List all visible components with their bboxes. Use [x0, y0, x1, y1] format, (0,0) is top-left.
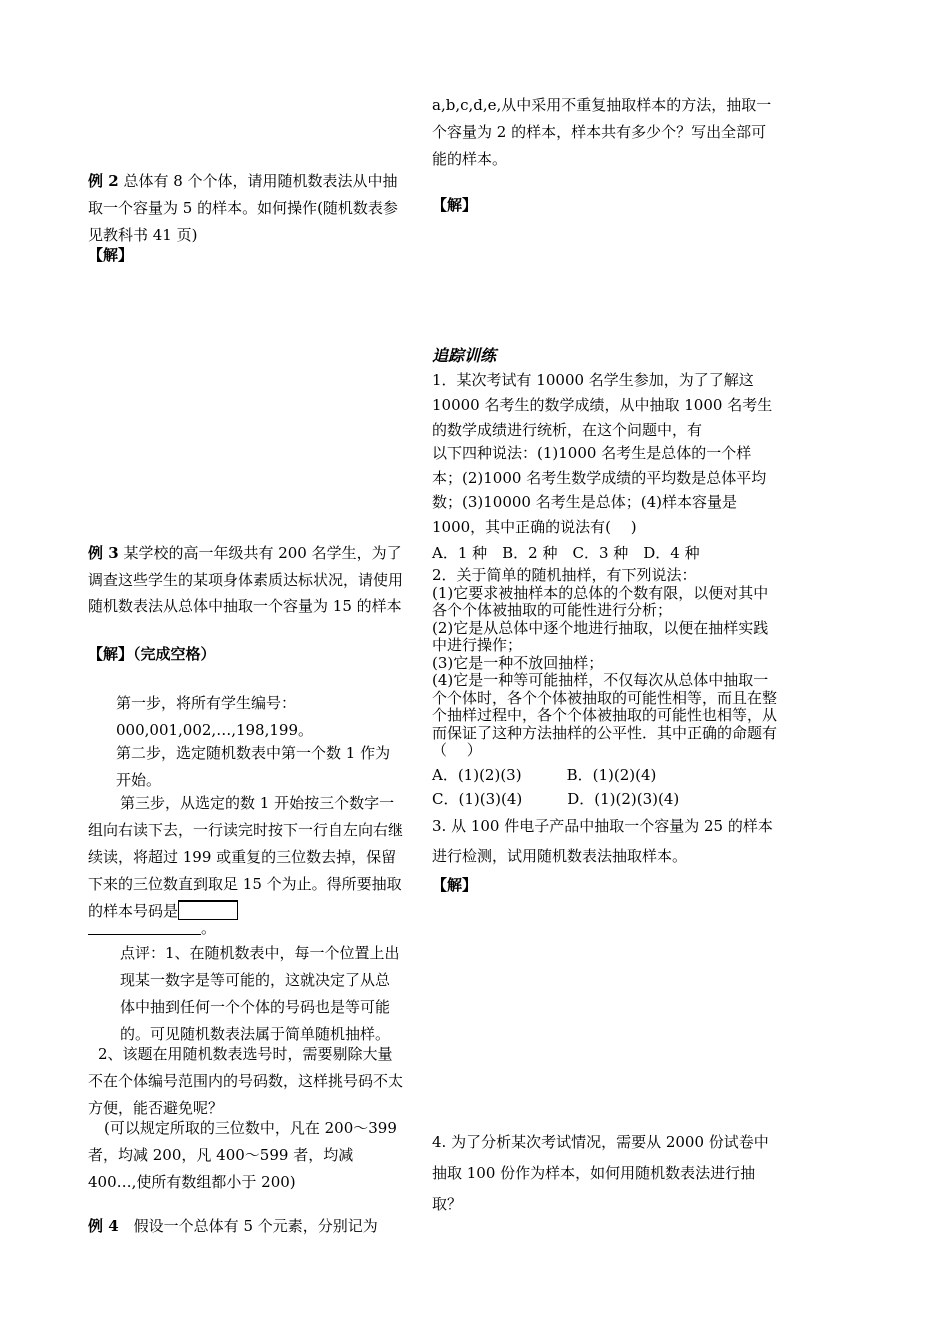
step-2: 第二步，选定随机数表中第一个数 1 作为开始。: [116, 744, 391, 789]
example-2: [88, 168, 404, 249]
example-4-answer: 【解】: [432, 196, 478, 214]
comment-2: 2、该题在用随机数表选号时，需要剔除大量不在个体编号范围内的号码数，这样挑号码不太方便，能否避免呢？: [88, 1045, 404, 1117]
example-3-text: 某学校的高一年级共有 200 名学生，为了调查这些学生的某项身体素质达标状况，请使用随机数表法从总体中抽取一个容量为 15 的样本: [88, 544, 404, 615]
question-2-statement-3: (3)它是一种不放回抽样；: [432, 653, 604, 672]
example-4-continued: a,b,c,d,e,从中采用不重复抽取样本的方法，抽取一个容量为 2 的样本，样本共有多少个？写出全部可能的样本。: [432, 96, 772, 168]
question-4: 4. 为了分析某次考试情况，需要从 2000 份试卷中抽取 100 份作为样本，如何用随机数表法进行抽取？: [432, 1133, 769, 1213]
example-3-answer: 【解】（完成空格）: [88, 645, 216, 663]
comment-3: (可以规定所取的三位数中，凡在 200～399 者，均减 200，凡 400～599 者，均减 400…,使所有数组都小于 200): [88, 1119, 397, 1191]
example-2-answer: 【解】: [88, 246, 134, 264]
question-2-stem: 2．关于简单的随机抽样，有下列说法：: [432, 566, 697, 584]
question-2-options-a-b: A．(1)(2)(3) B．(1)(2)(4): [432, 766, 657, 784]
question-1-statements: 以下四种说法：(1)1000 名考生是总体的一个样本；(2)1000 名考生数学成绩的平均数是总体平均数；(3)10000 名考生是总体；(4)样本容量是 1000，其中正确的说法有( ): [432, 444, 767, 536]
step-3-text: 第三步，从选定的数 1 开始按三个数字一组向右读下去，一行读完时按下一行自左向右继续读，将超过 199 或重复的三位数去掉，保留下来的三位数直到取足 15 个为止。得所要抽取的样本号码是: [88, 794, 404, 920]
question-2-statement-2: (2)它是从总体中逐个地进行抽取，以便在抽样实践中进行操作；: [432, 618, 769, 654]
comment-1: 点评：1、在随机数表中，每一个位置上出现某一数字是等可能的，这就决定了从总体中抽到任何一个个体的号码也是等可能的。可见随机数表法属于简单随机抽样。: [120, 944, 400, 1043]
question-2-statement-1: (1)它要求被抽样本的总体的个数有限，以便对其中各个个体被抽取的可能性进行分析；: [432, 583, 769, 619]
step-1: 第一步，将所有学生编号：000,001,002,…,198,199。: [116, 694, 313, 739]
section-title: 追踪训练: [432, 346, 497, 365]
example-4: [88, 1213, 404, 1240]
question-2: [432, 567, 777, 760]
step-3-end: [88, 915, 404, 942]
example-3-label: 例 3: [88, 544, 119, 562]
example-4-text: 假设一个总体有 5 个元素，分别记为: [118, 1217, 378, 1235]
question-3-answer: 【解】: [432, 876, 478, 894]
step-3-period: 。: [201, 919, 217, 937]
question-3: 3. 从 100 件电子产品中抽取一个容量为 25 的样本进行检测，试用随机数表法抽取样本。: [432, 817, 773, 865]
question-2-statement-4: (4)它是一种等可能抽样，不仅每次从总体中抽取一个个体时，各个个体被抽取的可能性相等，而且在整个抽样过程中，各个个体被抽取的可能性也相等，从而保证了这种方法抽样的公平性．其中正确的命题有（ ）: [432, 671, 778, 759]
step-3: [88, 790, 404, 925]
question-1: 1．某次考试有 10000 名学生参加，为了了解这 10000 名考生的数学成绩，从中抽取 1000 名考生的数学成绩进行统析，在这个问题中，有: [432, 371, 773, 439]
answer-underline: [88, 919, 201, 935]
question-1-options: A．1 种 B．2 种 C．3 种 D．4 种: [432, 544, 700, 562]
example-2-text: 总体有 8 个个体，请用随机数表法从中抽取一个容量为 5 的样本。如何操作(随机数表参见教科书 41 页): [88, 172, 398, 244]
example-3: [88, 540, 404, 620]
example-2-label: 例 2: [88, 172, 119, 190]
question-2-options-c-d: C．(1)(3)(4) D．(1)(2)(3)(4): [432, 790, 680, 808]
example-4-label: 例 4: [88, 1217, 119, 1235]
